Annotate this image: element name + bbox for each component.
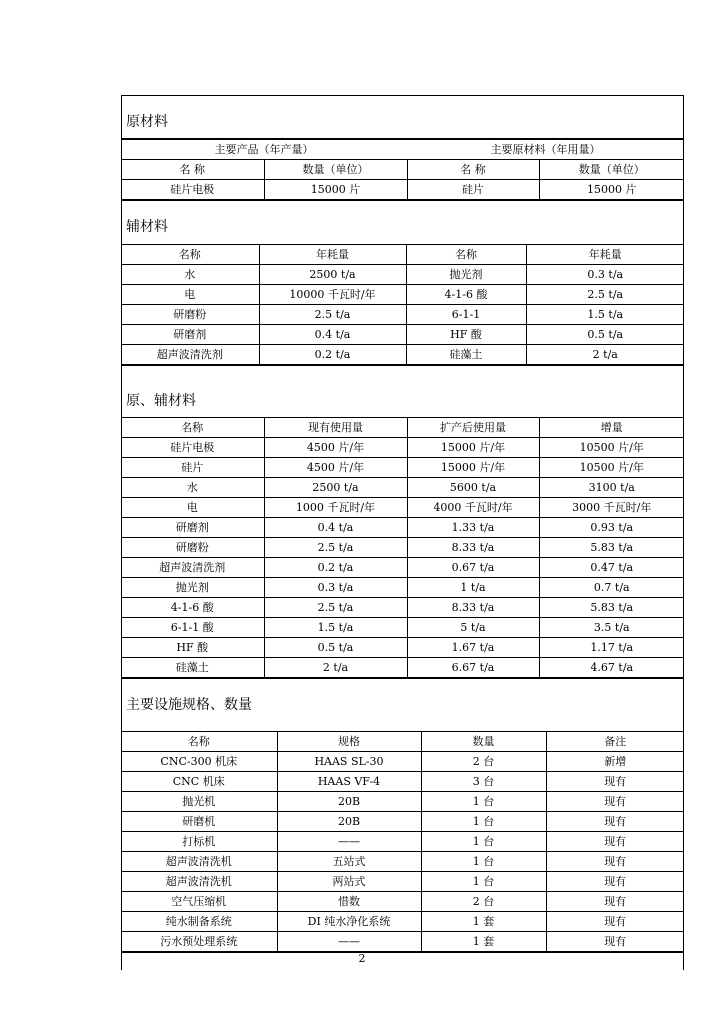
- column-header: 规格: [277, 732, 421, 752]
- table-row: [121, 638, 684, 658]
- table-row: [121, 892, 684, 912]
- table-cell: 2500 t/a: [264, 478, 407, 498]
- table-header-row: [121, 245, 684, 265]
- table-cell: 1.33 t/a: [407, 518, 539, 538]
- table-cell: 超声波清洗机: [121, 872, 277, 892]
- table-cell: 1 台: [421, 852, 546, 872]
- table-cell: 污水预处理系统: [121, 932, 277, 953]
- table-cell: 抛光剂: [121, 578, 264, 598]
- table-cell: 4-1-6 酸: [121, 598, 264, 618]
- table-cell: 硅片电极: [121, 180, 264, 201]
- table-row: [121, 265, 684, 285]
- table-cell: 现有: [546, 772, 684, 792]
- table-cell: 5 t/a: [407, 618, 539, 638]
- table-cell: 5600 t/a: [407, 478, 539, 498]
- column-header: 名 称: [121, 160, 264, 180]
- table-row: [121, 658, 684, 679]
- table-cell: 4000 千瓦时/年: [407, 498, 539, 518]
- table-row: [121, 792, 684, 812]
- table-cell: 0.7 t/a: [539, 578, 684, 598]
- table-row: [121, 438, 684, 458]
- table-cell: 2.5 t/a: [264, 598, 407, 618]
- table-cell: 空气压缩机: [121, 892, 277, 912]
- table-cell: 8.33 t/a: [407, 598, 539, 618]
- table-cell: 15000 片: [264, 180, 407, 201]
- table-cell: 1 套: [421, 932, 546, 953]
- table-cell: 10000 千瓦时/年: [259, 285, 406, 305]
- table-cell: 5.83 t/a: [539, 598, 684, 618]
- table-cell: 0.2 t/a: [264, 558, 407, 578]
- table-cell: 两站式: [277, 872, 421, 892]
- table-cell: 4500 片/年: [264, 458, 407, 478]
- table-row: [121, 932, 684, 953]
- table-cell: 3000 千瓦时/年: [539, 498, 684, 518]
- column-header: 增量: [539, 418, 684, 438]
- table-cell: 0.4 t/a: [259, 325, 406, 345]
- table-cell: 1 台: [421, 832, 546, 852]
- section-title-raw-materials: 原材料: [126, 114, 168, 130]
- table-cell: 3.5 t/a: [539, 618, 684, 638]
- table-cell: CNC 机床: [121, 772, 277, 792]
- table-cell: 15000 片: [539, 180, 684, 201]
- table-cell: 0.2 t/a: [259, 345, 406, 366]
- table-cell: 0.67 t/a: [407, 558, 539, 578]
- table-cell: 打标机: [121, 832, 277, 852]
- table-cell: 五站式: [277, 852, 421, 872]
- column-header: 备注: [546, 732, 684, 752]
- table-cell: 研磨剂: [121, 518, 264, 538]
- raw-materials-table: [121, 138, 684, 201]
- table-row: [121, 618, 684, 638]
- table-cell: 电: [121, 498, 264, 518]
- column-header: 名称: [121, 245, 259, 265]
- section-title-equipment: 主要设施规格、数量: [126, 697, 252, 713]
- table-cell: HAAS SL-30: [277, 752, 421, 772]
- table-cell: 2500 t/a: [259, 265, 406, 285]
- table-row: [121, 598, 684, 618]
- table-cell: 1 台: [421, 872, 546, 892]
- table-cell: 15000 片/年: [407, 458, 539, 478]
- table-cell: 抛光机: [121, 792, 277, 812]
- table-header-row: [121, 418, 684, 438]
- table-cell: 电: [121, 285, 259, 305]
- table-cell: 超声波清洗剂: [121, 345, 259, 366]
- table-cell: 现有: [546, 932, 684, 953]
- table-cell: CNC-300 机床: [121, 752, 277, 772]
- table-row: [121, 345, 684, 366]
- table-cell: 2.5 t/a: [526, 285, 684, 305]
- table-cell: 1.17 t/a: [539, 638, 684, 658]
- table-cell: 0.4 t/a: [264, 518, 407, 538]
- table-cell: 1 台: [421, 792, 546, 812]
- table-cell: 6-1-1 酸: [121, 618, 264, 638]
- table-row: [121, 912, 684, 932]
- table-cell: 1.5 t/a: [526, 305, 684, 325]
- table-cell: 6-1-1: [406, 305, 526, 325]
- table-cell: 0.93 t/a: [539, 518, 684, 538]
- table-cell: 硅藻土: [121, 658, 264, 679]
- table-row: [121, 852, 684, 872]
- table-cell: 5.83 t/a: [539, 538, 684, 558]
- table-cell: 4500 片/年: [264, 438, 407, 458]
- table-cell: ——: [277, 832, 421, 852]
- section-title-combined-materials: 原、辅材料: [126, 393, 196, 409]
- table-cell: 硅藻土: [406, 345, 526, 366]
- table-cell: 2 台: [421, 892, 546, 912]
- column-header: 年耗量: [526, 245, 684, 265]
- table-row: [121, 872, 684, 892]
- table-cell: 惜数: [277, 892, 421, 912]
- table-row: [121, 478, 684, 498]
- table-cell: 1 t/a: [407, 578, 539, 598]
- table-cell: 2 t/a: [264, 658, 407, 679]
- column-header: 数量: [421, 732, 546, 752]
- column-header: 现有使用量: [264, 418, 407, 438]
- table-cell: 20B: [277, 792, 421, 812]
- table-cell: 现有: [546, 892, 684, 912]
- group-header-materials: 主要原材料（年用量）: [407, 139, 684, 160]
- table-cell: ——: [277, 932, 421, 953]
- table-cell: 4.67 t/a: [539, 658, 684, 679]
- table-cell: 研磨剂: [121, 325, 259, 345]
- table-cell: 现有: [546, 832, 684, 852]
- table-cell: 1000 千瓦时/年: [264, 498, 407, 518]
- group-header-products: 主要产品（年产量）: [121, 139, 407, 160]
- table-cell: 1.67 t/a: [407, 638, 539, 658]
- table-row: [121, 498, 684, 518]
- table-cell: 8.33 t/a: [407, 538, 539, 558]
- table-cell: 6.67 t/a: [407, 658, 539, 679]
- table-cell: 新增: [546, 752, 684, 772]
- combined-materials-table: [121, 417, 684, 679]
- table-row: [121, 325, 684, 345]
- table-cell: 1.5 t/a: [264, 618, 407, 638]
- table-cell: 1 套: [421, 912, 546, 932]
- column-header: 名称: [406, 245, 526, 265]
- table-header-row: [121, 732, 684, 752]
- column-header: 数量（单位）: [264, 160, 407, 180]
- table-row: [121, 285, 684, 305]
- column-header: 名称: [121, 732, 277, 752]
- table-cell: 0.5 t/a: [526, 325, 684, 345]
- table-cell: 研磨粉: [121, 305, 259, 325]
- table-cell: 硅片: [407, 180, 539, 201]
- table-cell: 水: [121, 265, 259, 285]
- table-cell: 0.3 t/a: [264, 578, 407, 598]
- table-cell: 现有: [546, 852, 684, 872]
- table-row: [121, 832, 684, 852]
- table-cell: 纯水制备系统: [121, 912, 277, 932]
- table-cell: DI 纯水净化系统: [277, 912, 421, 932]
- table-cell: 硅片电极: [121, 438, 264, 458]
- table-cell: 研磨粉: [121, 538, 264, 558]
- table-group-header-row: [121, 139, 684, 160]
- table-cell: 水: [121, 478, 264, 498]
- table-row: [121, 772, 684, 792]
- table-cell: 15000 片/年: [407, 438, 539, 458]
- table-cell: 现有: [546, 812, 684, 832]
- table-cell: 0.5 t/a: [264, 638, 407, 658]
- table-row: [121, 538, 684, 558]
- table-cell: 现有: [546, 912, 684, 932]
- table-row: [121, 578, 684, 598]
- table-cell: 超声波清洗机: [121, 852, 277, 872]
- table-cell: 3 台: [421, 772, 546, 792]
- auxiliary-materials-table: [121, 244, 684, 366]
- table-cell: 2 台: [421, 752, 546, 772]
- column-header: 名 称: [407, 160, 539, 180]
- table-cell: 2.5 t/a: [259, 305, 406, 325]
- table-cell: HF 酸: [406, 325, 526, 345]
- table-cell: 3100 t/a: [539, 478, 684, 498]
- table-row: [121, 558, 684, 578]
- column-header: 扩产后使用量: [407, 418, 539, 438]
- table-cell: 4-1-6 酸: [406, 285, 526, 305]
- table-cell: 2 t/a: [526, 345, 684, 366]
- table-cell: 现有: [546, 872, 684, 892]
- table-cell: HAAS VF-4: [277, 772, 421, 792]
- table-cell: 2.5 t/a: [264, 538, 407, 558]
- column-header: 数量（单位）: [539, 160, 684, 180]
- table-cell: 10500 片/年: [539, 458, 684, 478]
- table-cell: 研磨机: [121, 812, 277, 832]
- table-cell: 抛光剂: [406, 265, 526, 285]
- table-cell: 硅片: [121, 458, 264, 478]
- page-number: 2: [358, 952, 366, 965]
- table-row: [121, 305, 684, 325]
- table-cell: 10500 片/年: [539, 438, 684, 458]
- equipment-table: [121, 731, 684, 953]
- table-cell: HF 酸: [121, 638, 264, 658]
- table-row: [121, 752, 684, 772]
- table-cell: 超声波清洗剂: [121, 558, 264, 578]
- column-header: 年耗量: [259, 245, 406, 265]
- table-cell: 1 台: [421, 812, 546, 832]
- table-cell: 0.3 t/a: [526, 265, 684, 285]
- table-row: [121, 812, 684, 832]
- table-row: [121, 458, 684, 478]
- table-row: [121, 518, 684, 538]
- table-header-row: [121, 160, 684, 180]
- column-header: 名称: [121, 418, 264, 438]
- table-cell: 0.47 t/a: [539, 558, 684, 578]
- table-row: [121, 180, 684, 201]
- section-title-auxiliary-materials: 辅材料: [126, 219, 168, 235]
- table-cell: 20B: [277, 812, 421, 832]
- table-cell: 现有: [546, 792, 684, 812]
